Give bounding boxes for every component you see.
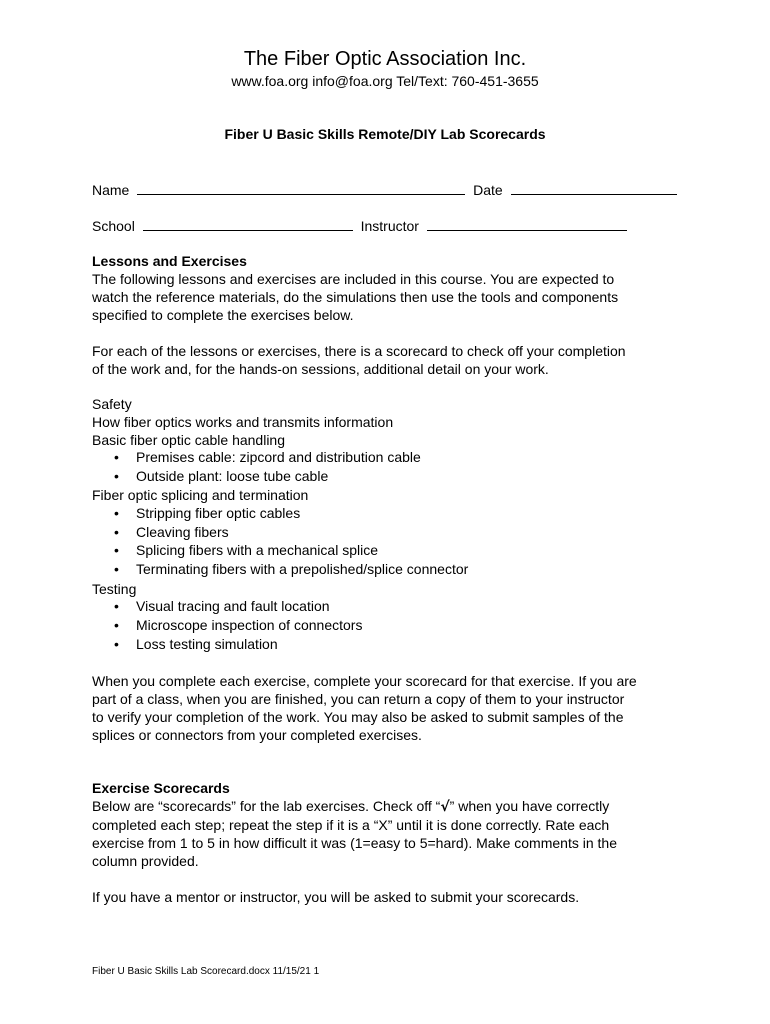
bullet-icon: • xyxy=(114,598,119,614)
list-item-text: Outside plant: loose tube cable xyxy=(136,468,329,484)
list-item xyxy=(114,524,229,540)
completion-note-line: to verify your completion of the work. You may also be asked to submit samples of the xyxy=(92,709,624,725)
scorecards-line-pre: Below are “scorecards” for the lab exercises. Check off “ xyxy=(92,798,441,814)
list-item xyxy=(114,468,328,484)
list-item xyxy=(114,598,330,614)
check-mark-icon: √ xyxy=(440,799,450,815)
list-item-text: Stripping fiber optic cables xyxy=(136,505,301,521)
list-item-text: Visual tracing and fault location xyxy=(136,598,330,614)
list-item xyxy=(114,561,468,577)
name-label: Name xyxy=(92,182,130,198)
intro-line: watch the reference materials, do the simulations then use the tools and components xyxy=(92,289,619,305)
intro-line: specified to complete the exercises below. xyxy=(92,307,354,323)
scorecard-note-line: of the work and, for the hands-on sessions, additional detail on your work. xyxy=(92,361,549,377)
list-item-text: Microscope inspection of connectors xyxy=(136,617,363,633)
scorecards-line: exercise from 1 to 5 in how difficult it was (1=easy to 5=hard). Make comments in the xyxy=(92,835,617,851)
scorecard-note-line: For each of the lessons or exercises, there is a scorecard to check off your completion xyxy=(92,343,626,359)
bullet-icon: • xyxy=(114,561,119,577)
date-label: Date xyxy=(473,182,503,198)
completion-note-line: splices or connectors from your completed exercises. xyxy=(92,727,422,743)
org-contact: www.foa.org info@foa.org Tel/Text: 760-451-3655 xyxy=(231,73,539,89)
list-item-text: Loss testing simulation xyxy=(136,636,278,652)
scorecards-line: column provided. xyxy=(92,853,199,869)
school-field[interactable] xyxy=(143,216,353,231)
list-item xyxy=(114,636,278,652)
list-item xyxy=(114,505,300,521)
instructor-field[interactable] xyxy=(427,216,627,231)
list-item-text: Cleaving fibers xyxy=(136,524,229,540)
completion-note-line: When you complete each exercise, complete your scorecard for that exercise. If you are xyxy=(92,673,637,689)
bullet-icon: • xyxy=(114,542,119,558)
list-item-text: Terminating fibers with a prepolished/splice connector xyxy=(136,561,469,577)
instructor-label: Instructor xyxy=(360,218,419,234)
topic-testing: Testing xyxy=(92,581,137,597)
bullet-icon: • xyxy=(114,636,119,652)
org-name: The Fiber Optic Association Inc. xyxy=(243,48,527,70)
list-item-text: Splicing fibers with a mechanical splice xyxy=(136,542,378,558)
topic-cable-handling: Basic fiber optic cable handling xyxy=(92,432,286,448)
scorecards-line-post: ” when you have correctly xyxy=(449,798,610,814)
school-instructor-row xyxy=(92,216,631,234)
list-item-text: Premises cable: zipcord and distribution cable xyxy=(136,449,421,465)
bullet-icon: • xyxy=(114,505,119,521)
bullet-icon: • xyxy=(114,617,119,633)
lessons-heading: Lessons and Exercises xyxy=(92,253,247,269)
page-footer: Fiber U Basic Skills Lab Scorecard.docx 11/15/21 1 xyxy=(92,966,320,977)
topic-splicing-termination: Fiber optic splicing and termination xyxy=(92,487,309,503)
mentor-note: If you have a mentor or instructor, you will be asked to submit your scorecards. xyxy=(92,889,580,905)
completion-note-line: part of a class, when you are finished, you can return a copy of them to your instructor xyxy=(92,691,625,707)
bullet-icon: • xyxy=(114,449,119,465)
scorecards-line: completed each step; repeat the step if it is a “X” until it is done correctly. Rate each xyxy=(92,817,610,833)
list-item xyxy=(114,542,378,558)
document-title: Fiber U Basic Skills Remote/DIY Lab Scorecards xyxy=(224,126,546,142)
bullet-icon: • xyxy=(114,524,119,540)
topic-safety: Safety xyxy=(92,396,132,412)
school-label: School xyxy=(92,218,135,234)
topic-how-fiber-works: How fiber optics works and transmits information xyxy=(92,414,394,430)
intro-line: The following lessons and exercises are included in this course. You are expected to xyxy=(92,271,615,287)
name-field[interactable] xyxy=(137,180,465,195)
date-field[interactable] xyxy=(511,180,677,195)
scorecards-heading: Exercise Scorecards xyxy=(92,780,230,796)
bullet-icon: • xyxy=(114,468,119,484)
list-item xyxy=(114,449,421,465)
list-item xyxy=(114,617,362,633)
name-date-row xyxy=(92,180,681,198)
scorecards-line xyxy=(92,797,609,816)
